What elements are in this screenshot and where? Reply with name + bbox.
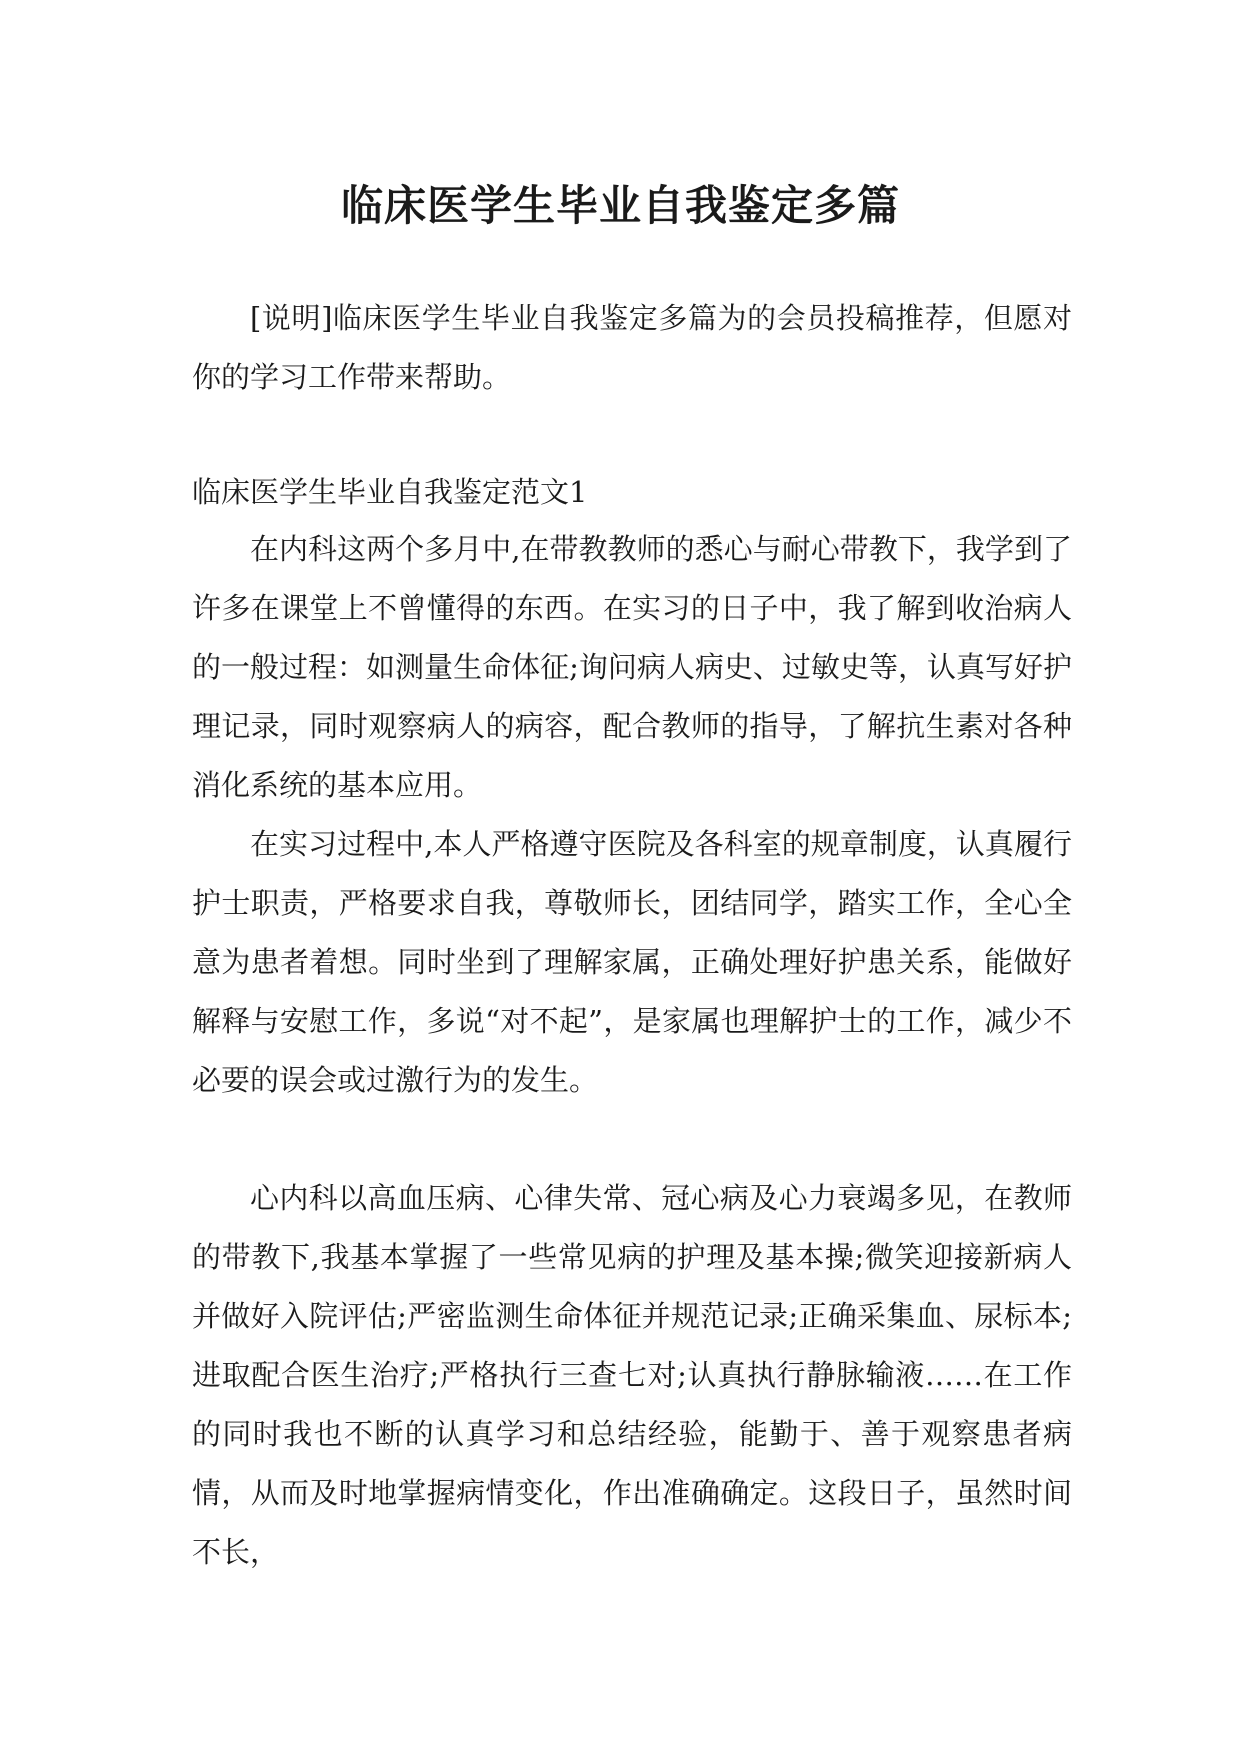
body-paragraph: 在内科这两个多月中,在带教教师的悉心与耐心带教下，我学到了许多在课堂上不曾懂得的东西。在实习的日子中，我了解到收治病人的一般过程：如测量生命体征;询问病人病史、过敏史等，认真写好护理记录，同时观察病人的病容，配合教师的指导，了解抗生素对各种消化系统的基本应用。 xyxy=(192,532,1072,802)
document-title: 临床医学生毕业自我鉴定多篇 xyxy=(340,181,900,231)
note-paragraph: [说明]临床医学生毕业自我鉴定多篇为的会员投稿推荐，但愿对你的学习工作带来帮助。 xyxy=(192,301,1072,394)
body-paragraph: 在实习过程中,本人严格遵守医院及各科室的规章制度，认真履行护士职责，严格要求自我，尊敬师长，团结同学，踏实工作，全心全意为患者着想。同时坐到了理解家属，正确处理好护患关系，能做好解释与安慰工作，多说“对不起”，是家属也理解护士的工作，减少不必要的误会或过激行为的发生。 xyxy=(192,827,1072,1097)
section-heading: 临床医学生毕业自我鉴定范文1 xyxy=(192,475,588,509)
body-paragraph: 心内科以高血压病、心律失常、冠心病及心力衰竭多见，在教师的带教下,我基本掌握了一些常见病的护理及基本操;微笑迎接新病人并做好入院评估;严密监测生命体征并规范记录;正确采集血、尿标本;进取配合医生治疗;严格执行三查七对;认真执行静脉输液……在工作的同时我也不断的认真学习和总结经验，能勤于、善于观察患者病情，从而及时地掌握病情变化，作出准确确定。这段日子，虽然时间不长， xyxy=(192,1181,1072,1569)
